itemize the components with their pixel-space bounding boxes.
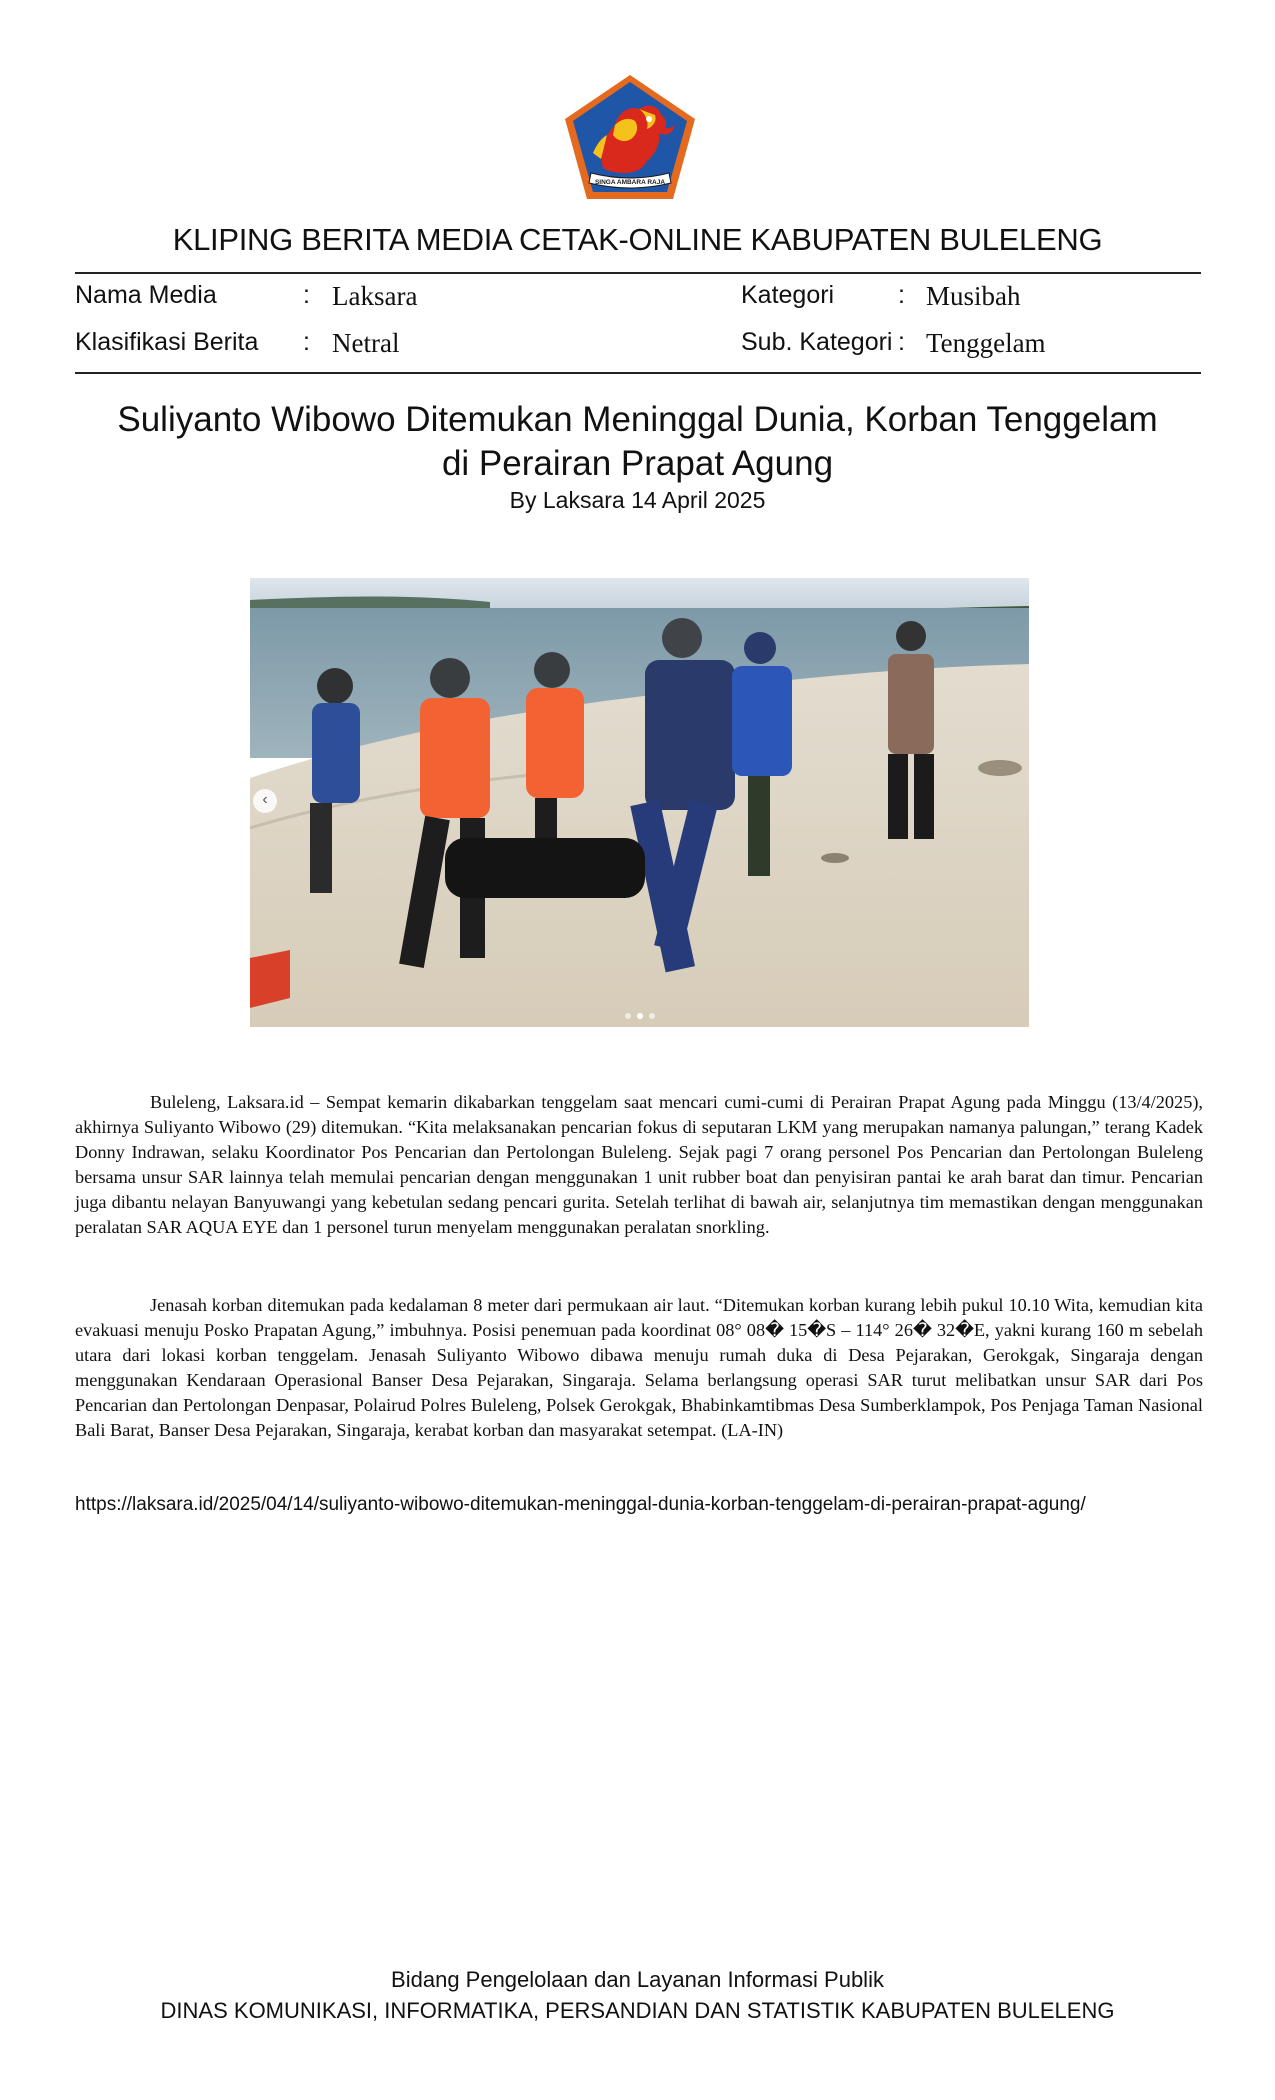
nama-media-label: Nama Media (75, 281, 217, 309)
footer-division: Bidang Pengelolaan dan Layanan Informasi Publik (391, 1967, 884, 1992)
logo-motto: SINGA AMBARA RAJA (594, 179, 666, 186)
article-byline: By Laksara 14 April 2025 (509, 487, 766, 513)
klasifikasi-berita-colon: : (303, 328, 310, 356)
carousel-dot-active[interactable] (637, 1013, 643, 1019)
klasifikasi-berita-label: Klasifikasi Berita (75, 328, 259, 356)
source-url-link[interactable]: https://laksara.id/2025/04/14/suliyanto-wibowo-ditemukan-meninggal-dunia-korban-tenggelam-di-perairan-prapat-agung/ (75, 1494, 1086, 1515)
article-paragraph-1 (75, 1090, 1203, 1240)
headline-line-1: Suliyanto Wibowo Ditemukan Meninggal Dunia, Korban Tenggelam (117, 400, 1158, 439)
carousel-dot[interactable] (649, 1013, 655, 1019)
sar-team-beach-photo (250, 578, 1029, 1027)
kategori-colon: : (898, 281, 905, 309)
carousel-dot[interactable] (625, 1013, 631, 1019)
kategori-label: Kategori (741, 281, 835, 309)
sub-kategori-colon: : (898, 328, 905, 356)
nama-media-value: Laksara (332, 281, 418, 311)
kategori-value: Musibah (926, 281, 1021, 311)
sub-kategori-label: Sub. Kategori (741, 328, 893, 356)
headline-line-2: di Perairan Prapat Agung (441, 444, 834, 483)
paragraph-1-text: Buleleng, Laksara.id – Sempat kemarin dikabarkan tenggelam saat mencari cumi-cumi di Perairan Prapat Agung pada Minggu (13/4/2025), akhirnya Suliyanto Wibowo (29) ditemukan. “Kita melaksanakan pencarian fokus di seputaran LKM yang merupakan namanya palungan,” terang Kadek Donny Indrawan, selaku Koordinator Pos Pencarian dan Pertolongan Buleleng. Sejak pagi 7 orang personel Pos Pencarian dan Pertolongan Buleleng bersama unsur SAR lainnya telah memulai pencarian dengan menggunakan 1 unit rubber boat dan penyisiran pantai ke arah barat dan timur. Pencarian juga dibantu nelayan Banyuwangi yang kebetulan sedang pencari gurita. Setelah terlihat di bawah air, selanjutnya tim memastikan dengan menggunakan peralatan SAR AQUA EYE dan 1 personel turun menyelam menggunakan peralatan snorkling. (75, 1092, 1203, 1237)
article-paragraph-2 (75, 1293, 1203, 1443)
buleleng-crest-icon (563, 73, 697, 201)
carousel-dots (250, 1013, 1029, 1019)
clipping-title: KLIPING BERITA MEDIA CETAK-ONLINE KABUPATEN BULELENG (172, 222, 1103, 257)
klasifikasi-berita-value: Netral (332, 328, 400, 358)
chevron-left-icon[interactable]: ‹ (253, 789, 277, 813)
article-headline (80, 398, 1195, 486)
paragraph-2-text: Jenasah korban ditemukan pada kedalaman 8 meter dari permukaan air laut. “Ditemukan korban kurang lebih pukul 10.10 Wita, kemudian kita evakuasi menuju Posko Prapatan Agung,” imbuhnya. Posisi penemuan pada koordinat 08° 08� 15�S – 114° 26� 32�E, yakni kurang 160 m sebelah utara dari lokasi korban tenggelam. Jenasah Suliyanto Wibowo dibawa menuju rumah duka di Desa Pejarakan, Gerokgak, Singaraja dengan menggunakan Kendaraan Operasional Banser Desa Pejarakan, Singaraja. Selama berlangsung operasi SAR turut melibatkan unsur SAR dari Pos Pencarian dan Pertolongan Denpasar, Polairud Polres Buleleng, Polsek Gerokgak, Bhabinkamtibmas Desa Sumberklampok, Pos Penjaga Taman Nasional Bali Barat, Banser Desa Pejarakan, Singaraja, kerabat korban dan masyarakat setempat. (LA-IN) (75, 1295, 1203, 1440)
footer-agency: DINAS KOMUNIKASI, INFORMATIKA, PERSANDIAN DAN STATISTIK KABUPATEN BULELENG (160, 1998, 1115, 2023)
nama-media-colon: : (303, 281, 310, 309)
sub-kategori-value: Tenggelam (926, 328, 1046, 358)
header-bottom-divider (75, 372, 1201, 374)
header-top-divider (75, 272, 1201, 274)
